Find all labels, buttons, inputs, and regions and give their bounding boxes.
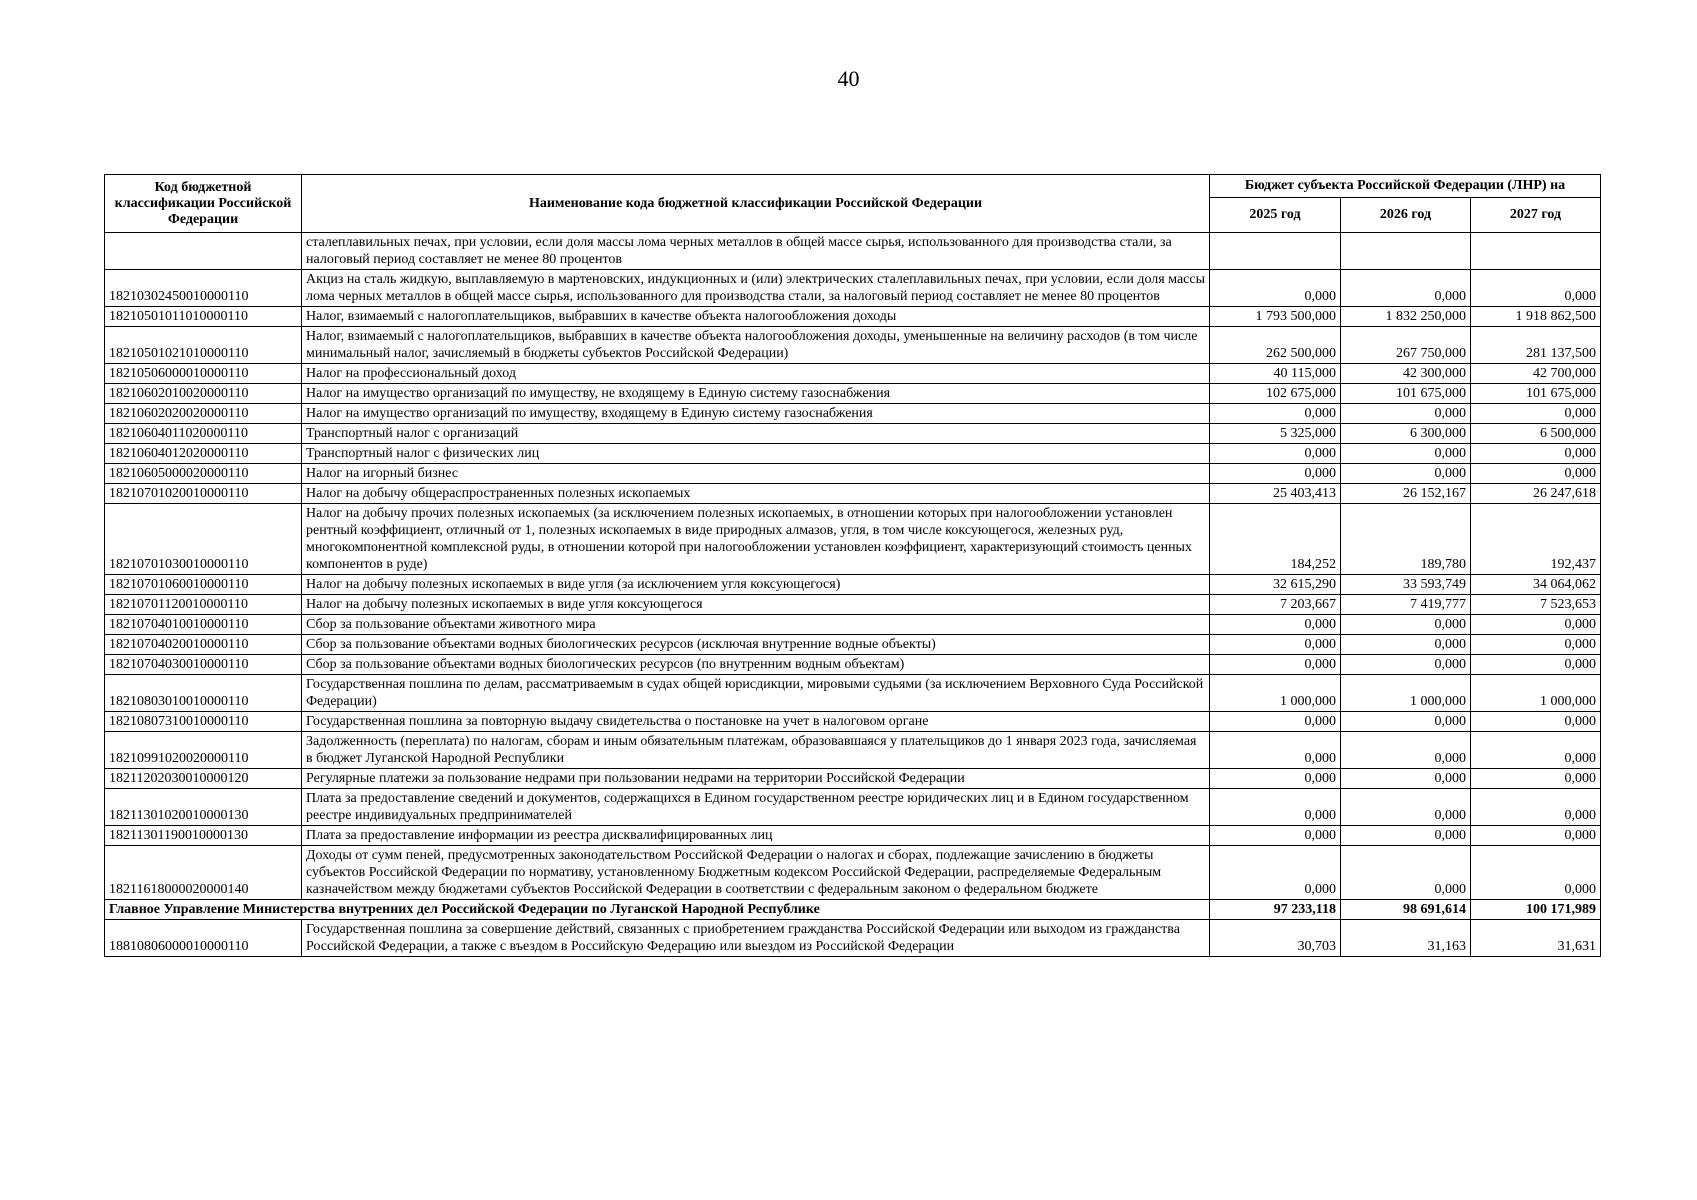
- section-row: [105, 900, 1601, 920]
- row-value-2026: 1 832 250,000: [1341, 307, 1471, 327]
- row-code: 18210704030010000110: [105, 655, 302, 675]
- row-name: Налог на добычу прочих полезных ископаемых (за исключением полезных ископаемых, в отношении которых при налогообложении установлен рентный коэффициент, отличный от 1, полезных ископаемых в виде природных алмазов, угля, в том числе коксующегося, железных руд, многокомпонентной комплексной руды, в отношении которой при налогообложении установлен коэффициент, характеризующий стоимость ценных компонентов в руде): [302, 504, 1210, 575]
- row-code: 18210501011010000110: [105, 307, 302, 327]
- row-value-2025: 102 675,000: [1210, 384, 1341, 404]
- row-name: Налог на имущество организаций по имуществу, не входящему в Единую систему газоснабжения: [302, 384, 1210, 404]
- section-value-2026: 98 691,614: [1341, 900, 1471, 920]
- table-row: [105, 444, 1601, 464]
- row-code: 18210701020010000110: [105, 484, 302, 504]
- row-value-2027: 0,000: [1471, 404, 1601, 424]
- table-row: [105, 504, 1601, 575]
- row-name: Государственная пошлина по делам, рассматриваемым в судах общей юрисдикции, мировыми судьями (за исключением Верховного Суда Российской Федерации): [302, 675, 1210, 712]
- row-name: Плата за предоставление сведений и документов, содержащихся в Едином государственном реестре юридических лиц и в Едином государственном реестре индивидуальных предпринимателей: [302, 789, 1210, 826]
- table-row: [105, 233, 1601, 270]
- row-value-2025: 32 615,290: [1210, 575, 1341, 595]
- row-value-2025: 0,000: [1210, 615, 1341, 635]
- row-value-2026: 0,000: [1341, 444, 1471, 464]
- row-value-2027: 6 500,000: [1471, 424, 1601, 444]
- row-code: 18210701060010000110: [105, 575, 302, 595]
- row-value-2027: [1471, 233, 1601, 270]
- row-value-2025: [1210, 233, 1341, 270]
- table-row: [105, 846, 1601, 900]
- row-value-2026: 0,000: [1341, 270, 1471, 307]
- row-value-2025: 7 203,667: [1210, 595, 1341, 615]
- row-code: 18211301190010000130: [105, 826, 302, 846]
- row-code: 18210704020010000110: [105, 635, 302, 655]
- row-name: Транспортный налог с организаций: [302, 424, 1210, 444]
- row-code: 18211301020010000130: [105, 789, 302, 826]
- row-value-2025: 1 793 500,000: [1210, 307, 1341, 327]
- row-value-2025: 0,000: [1210, 404, 1341, 424]
- header-year-2025: 2025 год: [1210, 198, 1341, 233]
- row-value-2026: 33 593,749: [1341, 575, 1471, 595]
- row-value-2025: 5 325,000: [1210, 424, 1341, 444]
- row-value-2026: 267 750,000: [1341, 327, 1471, 364]
- header-code: Код бюджетной классификации Российской Федерации: [105, 175, 302, 233]
- table-row: [105, 732, 1601, 769]
- row-value-2027: 0,000: [1471, 615, 1601, 635]
- row-code: 18210602010020000110: [105, 384, 302, 404]
- row-value-2026: 6 300,000: [1341, 424, 1471, 444]
- table-row: [105, 484, 1601, 504]
- table-row: [105, 424, 1601, 444]
- table-row: [105, 789, 1601, 826]
- row-name: Сбор за пользование объектами водных биологических ресурсов (исключая внутренние водные объекты): [302, 635, 1210, 655]
- row-value-2027: 0,000: [1471, 769, 1601, 789]
- row-value-2027: 281 137,500: [1471, 327, 1601, 364]
- row-name: Доходы от сумм пеней, предусмотренных законодательством Российской Федерации о налогах и сборах, подлежащие зачислению в бюджеты субъектов Российской Федерации по нормативу, установленному Бюджетным кодексом Российской Федерации, распределяемые Федеральным казначейством между бюджетами субъектов Российской Федерации в соответствии с федеральным законом о федеральном бюджете: [302, 846, 1210, 900]
- row-value-2025: 25 403,413: [1210, 484, 1341, 504]
- table-row: [105, 327, 1601, 364]
- row-value-2027: 34 064,062: [1471, 575, 1601, 595]
- budget-table: [104, 174, 1601, 957]
- page-number: 40: [837, 66, 860, 91]
- table-row: [105, 675, 1601, 712]
- row-value-2025: 0,000: [1210, 444, 1341, 464]
- row-name: Сбор за пользование объектами водных биологических ресурсов (по внутренним водным объектам): [302, 655, 1210, 675]
- row-code: [105, 233, 302, 270]
- row-value-2026: 189,780: [1341, 504, 1471, 575]
- row-name: Сбор за пользование объектами животного мира: [302, 615, 1210, 635]
- row-value-2025: 1 000,000: [1210, 675, 1341, 712]
- row-code: 18210506000010000110: [105, 364, 302, 384]
- table-row: [105, 575, 1601, 595]
- row-value-2027: 0,000: [1471, 826, 1601, 846]
- row-value-2027: 0,000: [1471, 712, 1601, 732]
- row-name: Налог на добычу общераспространенных полезных ископаемых: [302, 484, 1210, 504]
- table-row: [105, 364, 1601, 384]
- row-code: 18210501021010000110: [105, 327, 302, 364]
- row-value-2027: 0,000: [1471, 846, 1601, 900]
- row-name: Налог, взимаемый с налогоплательщиков, выбравших в качестве объекта налогообложения доходы, уменьшенные на величину расходов (в том числе минимальный налог, зачисляемый в бюджеты субъектов Российской Федерации): [302, 327, 1210, 364]
- section-value-2027: 100 171,989: [1471, 900, 1601, 920]
- row-value-2026: 101 675,000: [1341, 384, 1471, 404]
- header-name: Наименование кода бюджетной классификации Российской Федерации: [302, 175, 1210, 233]
- row-value-2026: 0,000: [1341, 404, 1471, 424]
- row-value-2025: 40 115,000: [1210, 364, 1341, 384]
- row-value-2026: 0,000: [1341, 464, 1471, 484]
- row-value-2026: 0,000: [1341, 732, 1471, 769]
- row-value-2027: 1 000,000: [1471, 675, 1601, 712]
- row-code: 18210302450010000110: [105, 270, 302, 307]
- row-value-2027: 101 675,000: [1471, 384, 1601, 404]
- row-name: Налог на имущество организаций по имуществу, входящему в Единую систему газоснабжения: [302, 404, 1210, 424]
- table-row: [105, 270, 1601, 307]
- row-code: 18210704010010000110: [105, 615, 302, 635]
- row-value-2026: 0,000: [1341, 826, 1471, 846]
- row-value-2025: 184,252: [1210, 504, 1341, 575]
- row-value-2026: 0,000: [1341, 789, 1471, 826]
- row-value-2026: 0,000: [1341, 846, 1471, 900]
- row-name: сталеплавильных печах, при условии, если доля массы лома черных металлов в общей массе сырья, использованного для производства стали, за налоговый период составляет не менее 80 процентов: [302, 233, 1210, 270]
- row-value-2026: 7 419,777: [1341, 595, 1471, 615]
- row-value-2025: 0,000: [1210, 655, 1341, 675]
- row-name: Налог на добычу полезных ископаемых в виде угля коксующегося: [302, 595, 1210, 615]
- row-name: Государственная пошлина за повторную выдачу свидетельства о постановке на учет в налоговом органе: [302, 712, 1210, 732]
- row-code: 18210604011020000110: [105, 424, 302, 444]
- row-name: Государственная пошлина за совершение действий, связанных с приобретением гражданства Российской Федерации или выходом из гражданства Российской Федерации, а также с въездом в Российскую Федерацию или выездом из Российской Федерации: [302, 920, 1210, 957]
- row-value-2026: 42 300,000: [1341, 364, 1471, 384]
- row-value-2025: 30,703: [1210, 920, 1341, 957]
- table-row: [105, 595, 1601, 615]
- table-row: [105, 464, 1601, 484]
- table-row: [105, 769, 1601, 789]
- row-code: 18810806000010000110: [105, 920, 302, 957]
- row-name: Налог на профессиональный доход: [302, 364, 1210, 384]
- header-budget: Бюджет субъекта Российской Федерации (ЛНР) на: [1210, 175, 1601, 198]
- row-name: Акциз на сталь жидкую, выплавляемую в мартеновских, индукционных и (или) электрических сталеплавильных печах, при условии, если доля массы лома черных металлов в общей массе сырья, использованного для производства стали, за налоговый период составляет не менее 80 процентов: [302, 270, 1210, 307]
- row-name: Транспортный налог с физических лиц: [302, 444, 1210, 464]
- table-header: [105, 175, 1601, 233]
- row-value-2025: 0,000: [1210, 826, 1341, 846]
- table-row: [105, 712, 1601, 732]
- table-row: [105, 384, 1601, 404]
- row-value-2026: 0,000: [1341, 615, 1471, 635]
- table-row: [105, 655, 1601, 675]
- row-value-2027: 0,000: [1471, 635, 1601, 655]
- table-body: [105, 233, 1601, 957]
- row-value-2026: 26 152,167: [1341, 484, 1471, 504]
- row-value-2027: 0,000: [1471, 732, 1601, 769]
- row-value-2025: 0,000: [1210, 270, 1341, 307]
- row-value-2025: 0,000: [1210, 732, 1341, 769]
- row-value-2025: 0,000: [1210, 712, 1341, 732]
- row-value-2027: 0,000: [1471, 464, 1601, 484]
- table-row: [105, 307, 1601, 327]
- row-value-2027: 0,000: [1471, 444, 1601, 464]
- row-name: Регулярные платежи за пользование недрами при пользовании недрами на территории Российской Федерации: [302, 769, 1210, 789]
- table-row: [105, 615, 1601, 635]
- row-value-2025: 262 500,000: [1210, 327, 1341, 364]
- row-value-2026: [1341, 233, 1471, 270]
- row-value-2027: 42 700,000: [1471, 364, 1601, 384]
- row-code: 18211202030010000120: [105, 769, 302, 789]
- row-value-2027: 1 918 862,500: [1471, 307, 1601, 327]
- row-name: Плата за предоставление информации из реестра дисквалифицированных лиц: [302, 826, 1210, 846]
- row-code: 18210602020020000110: [105, 404, 302, 424]
- section-value-2025: 97 233,118: [1210, 900, 1341, 920]
- row-value-2026: 0,000: [1341, 635, 1471, 655]
- row-value-2025: 0,000: [1210, 846, 1341, 900]
- row-value-2025: 0,000: [1210, 769, 1341, 789]
- row-value-2026: 0,000: [1341, 655, 1471, 675]
- section-name: Главное Управление Министерства внутренних дел Российской Федерации по Луганской Народной Республике: [105, 900, 1210, 920]
- header-year-2027: 2027 год: [1471, 198, 1601, 233]
- row-name: Налог на добычу полезных ископаемых в виде угля (за исключением угля коксующегося): [302, 575, 1210, 595]
- row-value-2025: 0,000: [1210, 464, 1341, 484]
- row-code: 18210803010010000110: [105, 675, 302, 712]
- row-value-2026: 0,000: [1341, 712, 1471, 732]
- row-value-2026: 0,000: [1341, 769, 1471, 789]
- row-code: 18211618000020000140: [105, 846, 302, 900]
- row-value-2025: 0,000: [1210, 635, 1341, 655]
- header-year-2026: 2026 год: [1341, 198, 1471, 233]
- row-value-2027: 0,000: [1471, 655, 1601, 675]
- row-code: 18210604012020000110: [105, 444, 302, 464]
- row-code: 18210605000020000110: [105, 464, 302, 484]
- row-name: Налог на игорный бизнес: [302, 464, 1210, 484]
- table-row: [105, 826, 1601, 846]
- row-code: 18210701030010000110: [105, 504, 302, 575]
- row-name: Задолженность (переплата) по налогам, сборам и иным обязательным платежам, образовавшаяся у плательщиков до 1 января 2023 года, зачисляемая в бюджет Луганской Народной Республики: [302, 732, 1210, 769]
- row-value-2027: 26 247,618: [1471, 484, 1601, 504]
- row-value-2025: 0,000: [1210, 789, 1341, 826]
- row-value-2026: 1 000,000: [1341, 675, 1471, 712]
- table-row: [105, 404, 1601, 424]
- table-row: [105, 635, 1601, 655]
- row-value-2027: 0,000: [1471, 789, 1601, 826]
- row-code: 18210701120010000110: [105, 595, 302, 615]
- row-value-2026: 31,163: [1341, 920, 1471, 957]
- row-code: 18210991020020000110: [105, 732, 302, 769]
- row-code: 18210807310010000110: [105, 712, 302, 732]
- row-value-2027: 31,631: [1471, 920, 1601, 957]
- row-value-2027: 192,437: [1471, 504, 1601, 575]
- row-name: Налог, взимаемый с налогоплательщиков, выбравших в качестве объекта налогообложения доходы: [302, 307, 1210, 327]
- row-value-2027: 0,000: [1471, 270, 1601, 307]
- table-row: [105, 920, 1601, 957]
- row-value-2027: 7 523,653: [1471, 595, 1601, 615]
